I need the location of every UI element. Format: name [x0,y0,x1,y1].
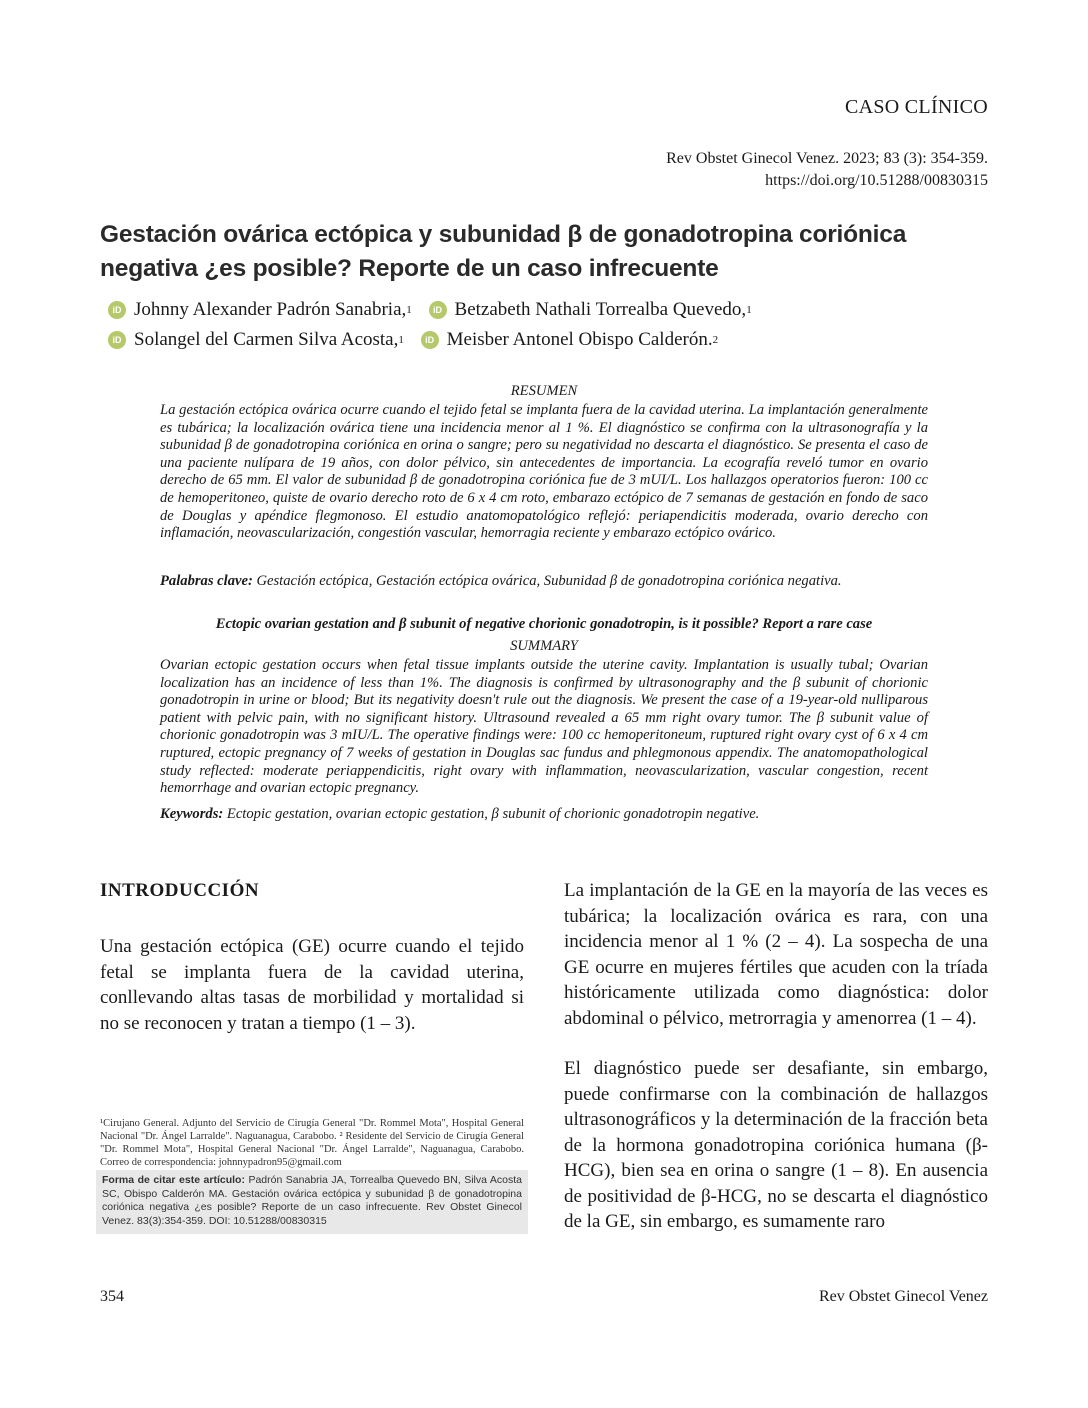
keywords-text: Gestación ectópica, Gestación ectópica ovárica, Subunidad β de gonadotropina coriónica negativa. [252,573,842,589]
author-1[interactable] [108,296,412,324]
citation-box-text [102,1174,522,1228]
section-label: CASO CLÍNICO [844,96,988,118]
affiliation-mark: 1 [398,334,404,346]
author-name: Meisber Antonel Obispo Calderón. [446,329,713,350]
title-line-1: Gestación ovárica ectópica y subunidad β de gonadotropina coriónica [100,221,907,248]
resumen-heading: RESUMEN [510,383,578,399]
orcid-icon[interactable]: iD [421,331,439,349]
intro-heading: INTRODUCCIÓN [100,880,260,901]
author-4[interactable] [421,326,718,354]
article-title [100,218,1000,286]
author-name: Solangel del Carmen Silva Acosta, [134,329,399,350]
title-line-2: negativa ¿es posible? Reporte de un caso infrecuente [100,255,719,282]
author-2[interactable] [429,296,752,324]
keywords-text: Ectopic gestation, ovarian ectopic gestation, β subunit of chorionic gonadotropin negative. [223,806,760,822]
affiliations-footnote: ¹Cirujano General. Adjunto del Servicio de Cirugía General "Dr. Rommel Mota", Hospital General Nacional "Dr. Ángel Larralde". Naguanagua, Carabobo. ² Residente del Servicio de Cirugía General "Dr. Rommel Mota", Hospital General Nacional "Dr. Ángel Larralde", Naguanagua, Carabobo. Correo de correspondencia: johnnypadron95@gmail.com [100,1118,524,1168]
orcid-icon[interactable]: iD [108,331,126,349]
keywords-label: Palabras clave: [160,573,253,589]
author-row-2 [108,324,988,354]
footer-journal: Rev Obstet Ginecol Venez [819,1288,988,1305]
english-title: Ectopic ovarian gestation and β subunit of negative chorionic gonadotropin, is it possible? Report a rare case [215,616,873,632]
intro-paragraph-3: El diagnóstico puede ser desafiante, sin embargo, puede confirmarse con la combinación de hallazgos ultrasonográficos y la determinación de la fracción beta de la hormona gonadotropina coriónica humana (β-HCG), bien sea en orina o sangre (1 – 8). En ausencia de positividad de β-HCG, no se descarta el diagnóstico de la GE, sin embargo, es sumamente raro [564,1058,988,1232]
orcid-icon[interactable]: iD [108,301,126,319]
author-name: Johnny Alexander Padrón Sanabria, [134,299,407,320]
resumen-keywords [160,573,928,591]
keywords-label: Keywords: [160,806,224,822]
journal-citation [666,148,988,192]
affiliation-mark: 1 [746,304,752,316]
doi-link[interactable]: https://doi.org/10.51288/00830315 [765,172,988,189]
orcid-icon[interactable]: iD [429,301,447,319]
affiliation-mark: 1 [406,304,412,316]
page-number: 354 [100,1288,124,1305]
author-row-1 [108,294,988,324]
citation-line: Rev Obstet Ginecol Venez. 2023; 83 (3): 354-359. [666,150,988,167]
intro-paragraph-2: La implantación de la GE en la mayoría de las veces es tubárica; la localización ovárica es rara, con una incidencia menor al 1 % (2 – 4). La sospecha de una GE ocurre en mujeres fértiles que acuden con la tríada históricamente utilizada como diagnóstica: dolor abdominal o pélvico, metrorragia y amenorrea (1 – 4). [564,880,988,1029]
resumen-text: La gestación ectópica ovárica ocurre cuando el tejido fetal se implanta fuera de la cavidad uterina. La implantación generalmente es tubárica; la localización ovárica tiene una incidencia menor al 1 %. El diagnóstico se confirma con la ultrasonografía y la subunidad β de gonadotropina coriónica en orina o sangre; pero su negatividad no descarta el diagnóstico. Se presenta el caso de una paciente nulípara de 19 años, con dolor pélvico, sin antecedentes de importancia. La ecografía reveló tumor en ovario derecho de 65 mm. El valor de subunidad β de gonadotropina coriónica fue de 3 mUI/L. Los hallazgos operatorios fueron: 100 cc de hemoperitoneo, quiste de ovario derecho roto de 6 x 4 cm roto, embarazo ectópico de 7 semanas de gestación en fondo de saco de Douglas y apéndice flegmonoso. El estudio anatomopatológico reflejó: periapendicitis moderada, ovario derecho con inflamación, neovascularización, congestión vascular, hemorragia reciente y embarazo ectópico ovárico. [160,402,928,542]
author-name: Betzabeth Nathali Torrealba Quevedo, [454,299,747,320]
affiliation-mark: 2 [712,334,719,346]
author-3[interactable] [108,326,404,354]
summary-text: Ovarian ectopic gestation occurs when fetal tissue implants outside the uterine cavity. Implantation is usually tubal; Ovarian localization has an incidence of less than 1%. The diagnosis is confirmed by ultrasonography and the β subunit of chorionic gonadotropin in urine or blood; But its negativity doesn't rule out the diagnosis. We present the case of a 19-year-old nulliparous patient with pelvic pain, with no significant history. Ultrasound revealed a 65 mm right ovary tumor. The β subunit value of chorionic gonadotropin was 3 mIU/L. The operative findings were: 100 cc hemoperitoneum, ruptured right ovary cyst of 6 x 4 cm ruptured, ectopic pregnancy of 7 weeks of gestation in Douglas sac fundus and phlegmonous appendix. The anatomopathological study reflected: moderate periappendicitis, right ovary with inflammation, neovascularization, vascular congestion, recent hemorrhage and ovarian ectopic pregnancy. [160,657,928,797]
summary-heading: SUMMARY [510,638,578,654]
author-list [108,294,988,354]
cite-label: Forma de citar este artículo: [102,1174,245,1186]
summary-keywords [160,806,928,824]
cite-body: Padrón Sanabria JA, Torrealba Quevedo BN, Silva Acosta SC, Obispo Calderón MA. Gestación ovárica ectópica y subunidad β de gonadotropina coriónica negativa ¿es posible? Reporte de un caso infrecuente. Rev Obstet Ginecol Venez. 83(3):354-359. DOI: 10.51288/00830315 [102,1174,522,1227]
intro-paragraph-1: Una gestación ectópica (GE) ocurre cuando el tejido fetal se implanta fuera de la cavidad uterina, conllevando altas tasas de morbilidad y mortalidad si no se reconocen y tratan a tiempo (1 – 3). [100,936,524,1034]
